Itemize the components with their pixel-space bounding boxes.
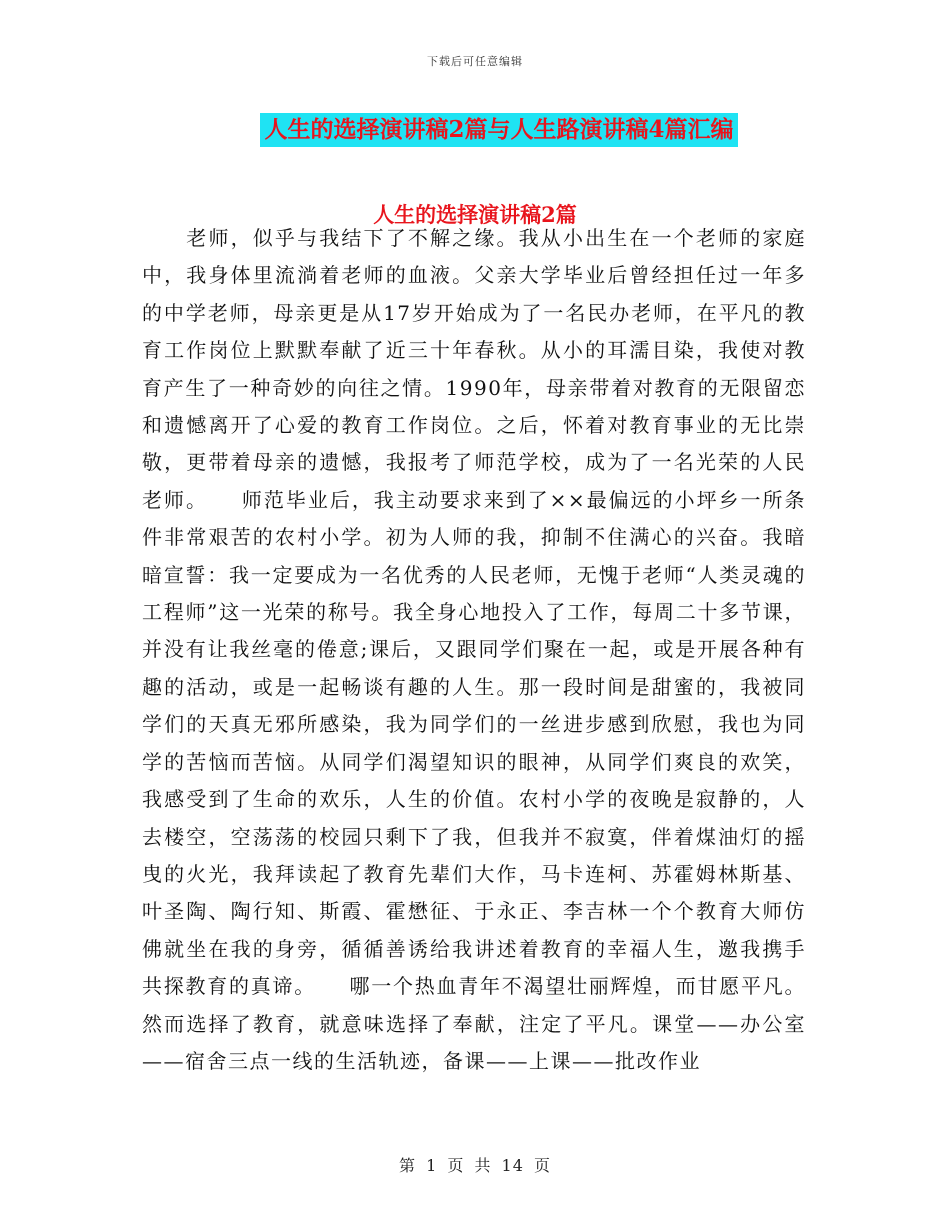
body-paragraph: 老师，似乎与我结下了不解之缘。我从小出生在一个老师的家庭中，我身体里流淌着老师的血液。父亲大学毕业后曾经担任过一年多的中学老师，母亲更是从17岁开始成为了一名民办老师，在平凡的教育工作岗位上默默奉献了近三十年春秋。从小的耳濡目染，我使对教育产生了一种奇妙的向往之情。1990年，母亲带着对教育的无限留恋和遗憾离开了心爱的教育工作岗位。之后，怀着对教育事业的无比崇敬，更带着母亲的遗憾，我报考了师范学校，成为了一名光荣的人民老师。 师范毕业后，我主动要求来到了××最偏远的小坪乡一所条件非常艰苦的农村小学。初为人师的我，抑制不住满心的兴奋。我暗暗宣誓：我一定要成为一名优秀的人民老师，无愧于老师“人类灵魂的工程师”这一光荣的称号。我全身心地投入了工作，每周二十多节课，并没有让我丝毫的倦意;课后，又跟同学们聚在一起，或是开展各种有趣的活动，或是一起畅谈有趣的人生。那一段时间是甜蜜的，我被同学们的天真无邪所感染，我为同学们的一丝进步感到欣慰，我也为同学的苦恼而苦恼。从同学们渴望知识的眼神，从同学们爽良的欢笑，我感受到了生命的欢乐，人生的价值。农村小学的夜晚是寂静的，人去楼空，空荡荡的校园只剩下了我，但我并不寂寞，伴着煤油灯的摇曳的火光，我拜读起了教育先辈们大作，马卡连柯、苏霍姆林斯基、叶圣陶、陶行知、斯霞、霍懋征、于永正、李吉林一个个教育大师仿佛就坐在我的身旁，循循善诱给我讲述着教育的幸福人生，邀我携手共探教育的真谛。 哪一个热血青年不渴望壮丽辉煌，而甘愿平凡。然而选择了教育，就意味选择了奉献，注定了平凡。课堂——办公室——宿舍三点一线的生活轨迹，备课——上课——批改作业	[142, 226, 806, 1073]
page-header-note: 下载后可任意编辑	[427, 55, 523, 68]
section-title: 人生的选择演讲稿2篇	[373, 202, 577, 227]
document-title: 人生的选择演讲稿2篇与人生路演讲稿4篇汇编	[260, 113, 737, 147]
document-title-container	[0, 113, 950, 147]
page-footer-number: 第 1 页 共 14 页	[399, 1156, 551, 1175]
